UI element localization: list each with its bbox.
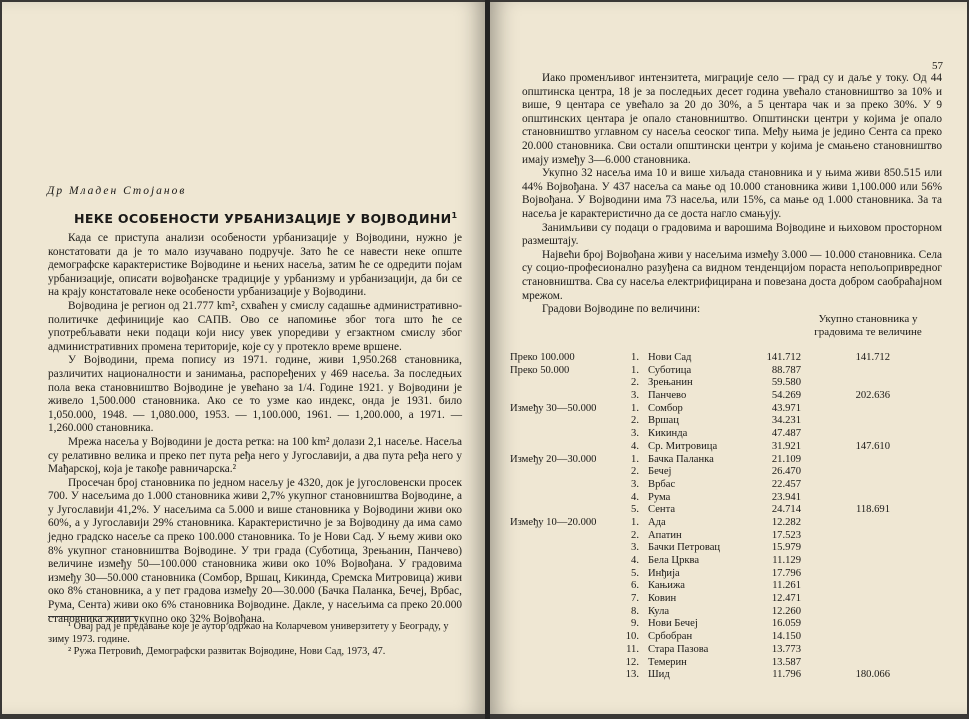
row-number: 2. xyxy=(631,466,639,478)
size-group-label: Преко 100.000 xyxy=(510,352,575,363)
city-population: 34.231 xyxy=(771,415,801,427)
city-name: Сомбор xyxy=(648,402,683,414)
city-population: 15.979 xyxy=(771,542,801,554)
row-number: 3. xyxy=(631,428,639,440)
row-number: 1. xyxy=(631,364,639,376)
city-name: Вршац xyxy=(648,415,679,427)
city-population: 43.971 xyxy=(771,402,801,414)
city-population: 54.269 xyxy=(771,390,801,402)
table-row xyxy=(510,428,960,441)
table-row xyxy=(510,441,960,454)
paragraph: Градови Војводине по величини: xyxy=(542,303,701,316)
city-population: 21.109 xyxy=(771,453,801,465)
size-group-label: Између 20—30.000 xyxy=(510,453,597,465)
paragraph: Када се приступа анализи особености урбанизације у Војводини, нужно је констатовати да је то мало изучавано подручје. Зато ће се навести неке опште демографске карактеристике Војводине и њених насеља, затим ће се одредити појам урбанизације, описати војвођанске традиције у урбанизму и урбанизацији, да би се на крају констатовале неке особености урбанизације у Војводини. xyxy=(48,232,462,299)
page-number: 57 xyxy=(932,60,943,72)
city-name: Бачки Петровац xyxy=(648,542,721,554)
city-name: Кула xyxy=(648,605,670,617)
city-population: 12.471 xyxy=(771,593,801,605)
city-population: 141.712 xyxy=(766,352,801,363)
table-row xyxy=(510,644,960,657)
city-population: 31.921 xyxy=(771,440,801,452)
city-population: 26.470 xyxy=(771,466,801,478)
row-number: 1. xyxy=(631,516,639,528)
size-group-label: Између 10—20.000 xyxy=(510,516,597,528)
city-name: Ср. Митровица xyxy=(648,440,718,452)
city-population: 12.260 xyxy=(771,605,801,617)
row-number: 7. xyxy=(631,593,639,605)
row-number: 12. xyxy=(625,656,639,668)
table-row xyxy=(510,365,960,378)
city-name: Рума xyxy=(648,491,671,503)
title-footnote-mark: 1 xyxy=(451,211,458,220)
row-number: 4. xyxy=(631,440,639,452)
city-population: 17.796 xyxy=(771,567,801,579)
footnote: ¹ Овај рад је предавање које је аутор одржао на Коларчевом универзитету у Београду, у зиму 1973. године. xyxy=(48,621,449,645)
paragraph: Војводина је регион од 21.777 km², схваћен у смислу садашње административно-политичке дефиниције као САПВ. Ово се напомиње због тога што ће се употребљавати неки подаци који нису увек упоредиви у егзактном смислу због административних промена територије, које су у протекло време вршене. xyxy=(48,299,462,353)
table-row xyxy=(510,492,960,505)
city-population: 14.150 xyxy=(771,631,801,643)
footnote-rule xyxy=(48,616,138,617)
city-name: Нови Сад xyxy=(648,352,692,363)
table-row xyxy=(510,606,960,619)
table-row xyxy=(510,479,960,492)
size-group-label: Преко 50.000 xyxy=(510,364,570,376)
city-name: Бела Црква xyxy=(648,555,700,566)
city-name: Зрењанин xyxy=(648,377,693,389)
table-row xyxy=(510,657,960,670)
paragraph: Укупно 32 насеља има 10 и више хиљада становника и у њима живи 850.515 или 44% Војвођана. У 437 насеља са мање од 10.000 становника живи 1,100.000 или 56% Војвођана. У Војводини има 73 насеља, или 15%, са мање од 1.000 становника. За та насеља је карактеристично да се доста нагло смањују. xyxy=(522,167,942,220)
table-row xyxy=(510,517,960,530)
size-group-label: Између 30—50.000 xyxy=(510,402,597,414)
row-number: 1. xyxy=(631,352,639,363)
city-population: 47.487 xyxy=(771,428,801,440)
table-row xyxy=(510,631,960,644)
left-body xyxy=(48,232,462,626)
city-name: Стара Пазова xyxy=(648,643,709,655)
city-name: Кањижа xyxy=(648,580,685,592)
row-number: 6. xyxy=(631,580,639,592)
city-name: Нови Бечеј xyxy=(648,618,698,630)
right-body xyxy=(522,72,942,317)
row-number: 3. xyxy=(631,390,639,402)
table-row xyxy=(510,415,960,428)
city-name: Инђија xyxy=(648,567,680,579)
city-name: Суботица xyxy=(648,364,692,376)
row-number: 1. xyxy=(631,453,639,465)
city-population: 59.580 xyxy=(771,377,801,389)
city-table xyxy=(510,352,960,682)
group-total: 202.636 xyxy=(855,390,890,402)
city-name: Темерин xyxy=(648,656,687,668)
article-title-text: НЕКЕ ОСОБЕНОСТИ УРБАНИЗАЦИЈЕ У ВОЈВОДИНИ xyxy=(74,211,452,227)
paragraph: У Војводини, према попису из 1971. године, живи 1,950.268 становника, различитих националности и занимања, распоређених у 469 насеља. За последњих пола века становништво Војводине је увећано за 1/4. Године 1921. у Војводини је живело 1,500.000 становника. Ако се то узме као индекс, онда је 1931. било 1,050.000, 1948. — 1,080.000, 1953. — 1,100.000, 1961. — 1,200.000, а 1971. — 1,260.000 становника. xyxy=(48,354,462,435)
table-row xyxy=(510,466,960,479)
row-number: 1. xyxy=(631,402,639,414)
paragraph: Највећи број Војвођана живи у насељима између 3.000 — 10.000 становника. Села су социо-професионално разуђена са видном тенденцијом пораста непољопривредног становништва. Сва су насеља електрифицирана и повезана доста добром саобраћајном мрежом. xyxy=(522,248,942,302)
row-number: 10. xyxy=(625,631,639,643)
row-number: 8. xyxy=(631,605,639,617)
table-row xyxy=(510,352,960,365)
row-number: 4. xyxy=(631,555,639,566)
group-total: 147.610 xyxy=(855,440,890,452)
footnotes xyxy=(48,616,462,659)
table-row xyxy=(510,618,960,631)
city-name: Србобран xyxy=(648,631,693,643)
table-row xyxy=(510,568,960,581)
article-title xyxy=(74,209,457,226)
group-total: 118.691 xyxy=(855,504,890,516)
group-total: 141.712 xyxy=(855,352,890,363)
city-population: 17.523 xyxy=(771,529,801,541)
row-number: 5. xyxy=(631,504,639,516)
city-name: Панчево xyxy=(648,390,687,402)
city-population: 23.941 xyxy=(771,491,801,503)
row-number: 3. xyxy=(631,478,639,490)
row-number: 2. xyxy=(631,529,639,541)
city-name: Ада xyxy=(648,516,666,528)
city-name: Бечеј xyxy=(648,466,672,478)
city-name: Сента xyxy=(648,504,676,516)
row-number: 2. xyxy=(631,415,639,427)
table-row xyxy=(510,542,960,555)
city-population: 88.787 xyxy=(771,364,801,376)
city-population: 11.129 xyxy=(772,555,801,566)
city-population: 13.773 xyxy=(771,643,801,655)
table-row xyxy=(510,555,960,568)
table-header: Укупно становника у градовима те величине xyxy=(814,313,922,338)
city-name: Шид xyxy=(648,669,670,681)
city-population: 16.059 xyxy=(771,618,801,630)
city-population: 24.714 xyxy=(771,504,801,516)
table-row xyxy=(510,454,960,467)
table-row xyxy=(510,377,960,390)
city-name: Кикинда xyxy=(648,428,688,440)
city-population: 13.587 xyxy=(771,656,801,668)
paragraph: Мрежа насеља у Војводини је доста ретка: на 100 km² долази 2,1 насеље. Насеља су релативно велика и преко пет пута ређа него у Југославији, а два пута ређа него у Мађарској, која је такође равничарска.² xyxy=(48,435,462,476)
row-number: 3. xyxy=(631,542,639,554)
group-total: 180.066 xyxy=(855,669,890,681)
table-row xyxy=(510,580,960,593)
left-page xyxy=(2,2,485,714)
table-row xyxy=(510,669,960,682)
row-number: 5. xyxy=(631,567,639,579)
table-row xyxy=(510,530,960,543)
row-number: 2. xyxy=(631,377,639,389)
city-population: 11.261 xyxy=(772,580,801,592)
paragraph: Просечан број становника по једном насељу је 4320, док је југословенски просек 700. У насељима до 1.000 становника живи 2,7% укупног становништва Војводине, а у Југославији 41,2%. У насељима са 5.000 и више становника у Војводини живи око 60%, а у Југославији 29% становника. Карактеристично је за Војводину да има само једно градско насеље са преко 100.000 становника. То је Нови Сад. У њему живи око 8% укупног становништва Војводине. У три града (Суботица, Зрењанин, Панчево) величине између 50—100.000 становника живи око 10% Војвођана. У градовима између 30—50.000 становника (Сомбор, Вршац, Кикинда, Сремска Митровица) живи око 8% становника, а у пет градова између 20—30.000 (Бачка Паланка, Бечеј, Врбас, Рума, Сента) живи око 6% становника Војводине. Дакле, у насељима са преко 20.000 становника живи укупно око 32% Војвођана. xyxy=(48,476,462,625)
paragraph: Иако променљивог интензитета, миграције село — град су и даље у току. Од 44 општинска центра, 18 је за последњих десет година увећало становништво за 10% и више, 9 центара се увећало за 20 до 30%, а 5 центара чак и за преко 30%. У 9 општинских центара је опало становништво. Општински центри у којима је опало становништво углавном су насеља сеоског типа. Међу њима је једино Сента са преко 20.000 становника. Сви остали општински центри у којима је смањено становништво имају између 3—6.000 становника. xyxy=(522,72,942,166)
city-name: Врбас xyxy=(648,478,676,490)
row-number: 11. xyxy=(626,643,639,655)
table-row xyxy=(510,593,960,606)
table-row xyxy=(510,504,960,517)
city-population: 22.457 xyxy=(771,478,801,490)
city-name: Бачка Паланка xyxy=(648,453,714,465)
city-population: 11.796 xyxy=(772,669,801,681)
city-name: Апатин xyxy=(648,529,682,541)
author-name: Др Младен Стојанов xyxy=(47,185,187,197)
row-number: 4. xyxy=(631,491,639,503)
city-population: 12.282 xyxy=(771,516,801,528)
table-row xyxy=(510,403,960,416)
footnote: ² Ружа Петровић, Демографски развитак Војводине, Нови Сад, 1973, 47. xyxy=(68,646,386,658)
paragraph: Занимљиви су подаци о градовима и варошима Војводине и њиховом просторном размештају. xyxy=(522,221,942,248)
row-number: 9. xyxy=(631,618,639,630)
city-name: Ковин xyxy=(648,593,677,605)
row-number: 13. xyxy=(625,669,639,681)
table-row xyxy=(510,390,960,403)
